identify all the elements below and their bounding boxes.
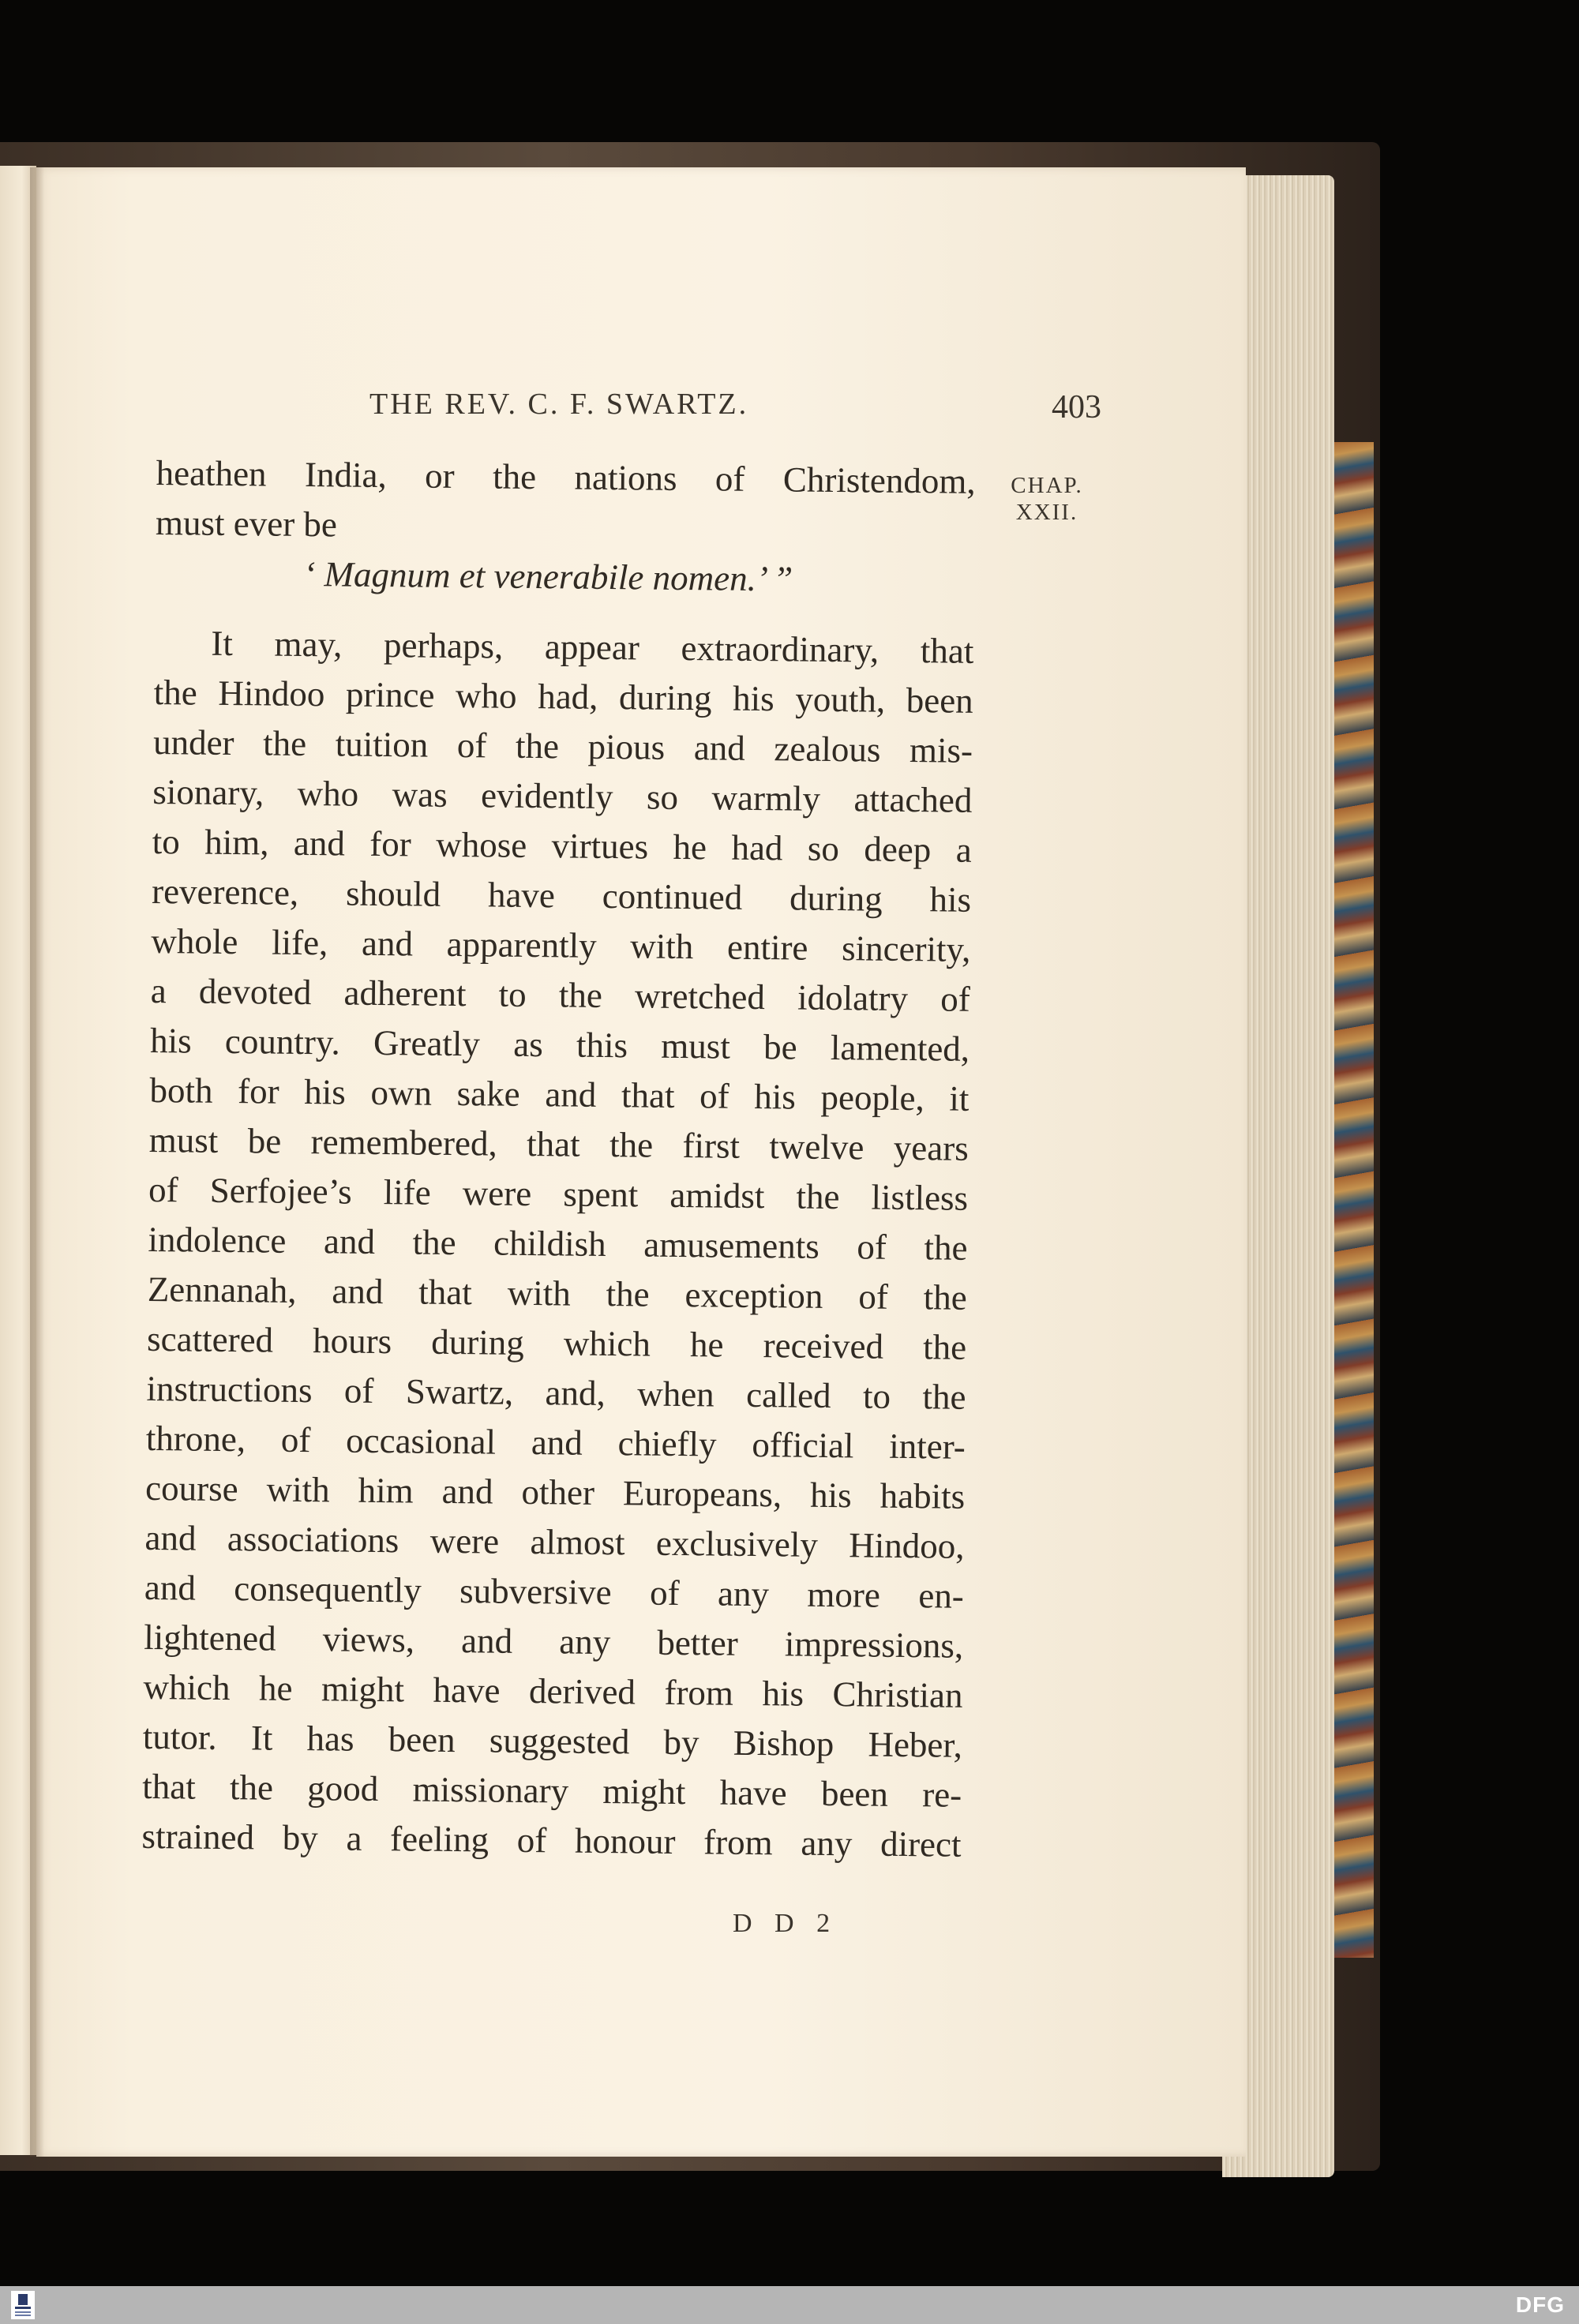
text-line: that the good missionary might have been re- bbox=[141, 1766, 962, 1815]
library-logo-icon bbox=[11, 2291, 35, 2319]
text-line: of Serfojee’s life were spent amidst the listless bbox=[148, 1169, 969, 1218]
signature-mark: D D 2 bbox=[733, 1909, 838, 1938]
text-line: and consequently subversive of any more en- bbox=[144, 1567, 965, 1616]
page-number: 403 bbox=[1052, 389, 1101, 425]
text-line: sionary, who was evidently so warmly attached bbox=[152, 771, 973, 820]
text-line: It may, perhaps, appear extraordinary, that bbox=[211, 623, 974, 671]
text-line: the Hindoo prince who had, during his youth, been bbox=[153, 672, 973, 721]
text-line: under the tuition of the pious and zealous mis- bbox=[152, 722, 973, 770]
text-line: whole life, and apparently with entire sincerity, bbox=[151, 920, 971, 969]
text-line: Zennanah, and that with the exception of the bbox=[147, 1269, 968, 1318]
text-line: heathen India, or the nations of Christendom, bbox=[156, 452, 976, 501]
margin-note-chap: CHAP. bbox=[1011, 473, 1083, 498]
text-line: course with him and other Europeans, his habits bbox=[144, 1467, 966, 1516]
page-gutter bbox=[30, 167, 44, 2157]
chapter-margin-note bbox=[1003, 472, 1091, 526]
text-line: instructions of Swartz, and, when called to the bbox=[146, 1368, 966, 1417]
text-line: tutor. It has been suggested by Bishop Heber, bbox=[142, 1716, 963, 1765]
latin-quotation: ‘ Magnum et venerabile nomen.’ ” bbox=[303, 553, 793, 599]
text-line: and associations were almost exclusively Hindoo, bbox=[144, 1517, 965, 1566]
margin-note-number: XXII. bbox=[1015, 500, 1078, 525]
text-line: which he might have derived from his Christian bbox=[143, 1666, 963, 1715]
text-line: strained by a feeling of honour from any direct bbox=[141, 1816, 962, 1865]
text-line: reverence, should have continued during his bbox=[151, 871, 972, 920]
text-line: a devoted adherent to the wretched idolatry of bbox=[150, 970, 971, 1019]
text-line: throne, of occasional and chiefly official inter- bbox=[145, 1418, 966, 1467]
text-line: scattered hours during which he received the bbox=[146, 1318, 967, 1367]
text-line: must ever be bbox=[155, 502, 338, 545]
text-line: indolence and the childish amusements of the bbox=[148, 1219, 968, 1268]
text-line: lightened views, and any better impressions, bbox=[143, 1617, 964, 1666]
text-line: his country. Greatly as this must be lamented, bbox=[149, 1020, 970, 1069]
footer-dfg-label: DFG bbox=[1515, 2292, 1565, 2317]
footer-bar bbox=[0, 2286, 1579, 2324]
running-head: THE REV. C. F. SWARTZ. bbox=[369, 388, 749, 421]
body-text bbox=[141, 448, 976, 1870]
text-line: to him, and for whose virtues he had so deep a bbox=[152, 821, 972, 870]
text-line: both for his own sake and that of his people, it bbox=[149, 1070, 970, 1119]
text-line: must be remembered, that the first twelve years bbox=[148, 1119, 970, 1168]
